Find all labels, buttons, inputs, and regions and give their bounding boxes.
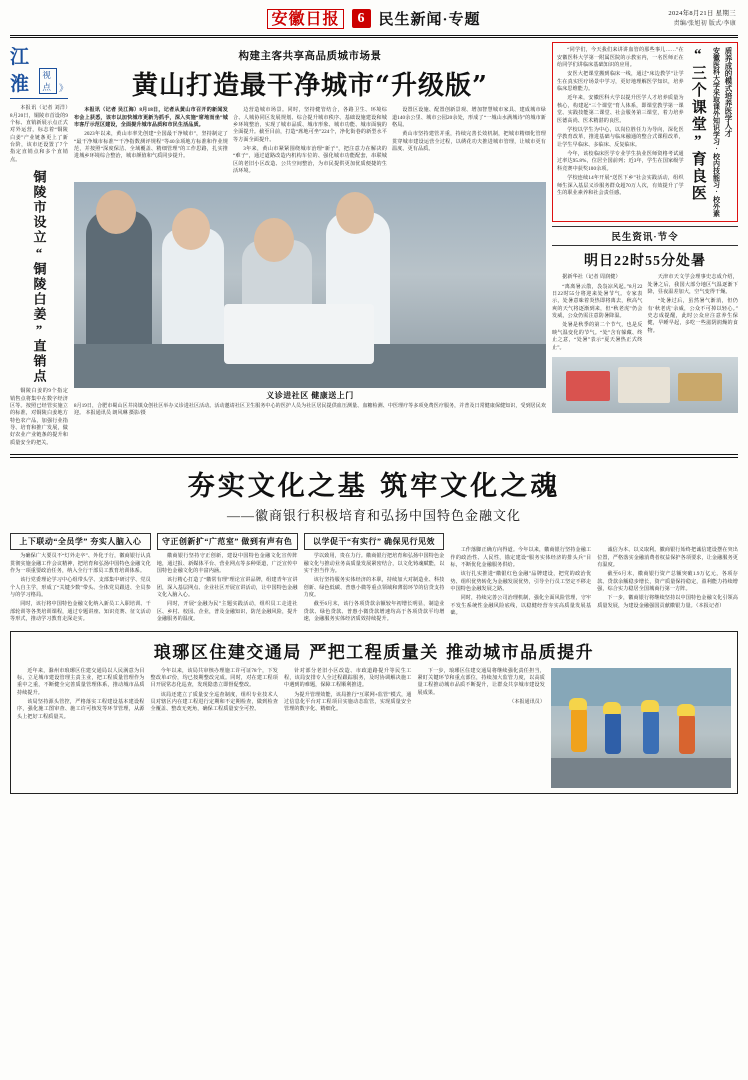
feature-c4-p1: 工作落脚正确方向得道。今年以来，徽商银行坚持金融工作的政治性、人民性，锚定建设“服务实体经济的排头兵”目标，不断优化金融服务供给。 xyxy=(450,547,592,568)
lead-para-2: 2023年以来，黄山市率先创建“全国最干净城市”，坚持制定了“最干净城市标准”“干净指数测评规程”等40余项地方标准和作业规范，并按照“深度保洁、全域覆盖、精细管理”的工作思路，扎实推进城乡环境综合整治，城市颜值和气质同步提升。 xyxy=(74,131,228,160)
feature-col1-text xyxy=(10,553,151,623)
red-para-4: 学校以学生为中心，以岗位胜任力为导向，深化医学教育改革，推进基础与临床融通的整合式课程改革，让学生早临床、多临床、反复临床。 xyxy=(557,126,684,148)
feature-col4-text xyxy=(450,547,591,617)
section-divider-1 xyxy=(10,454,738,458)
feature-subheading-1: 上下联动“全员学” 夯实人脑入心 xyxy=(10,533,151,550)
bottom-c3-p1: 针对部分老旧小区改造、市政道路提升等民生工程，该局安排专人全过程跟踪服务，及时协调解决施工中遇到的难题，保障工程顺利推进。 xyxy=(284,667,412,689)
publication-date: 2024年8月21日 星期三 xyxy=(668,10,736,17)
red-story-kicker: 质养成的模式培养医学人才 xyxy=(724,47,733,138)
red-story-subtitle: 安徽医科大学采取课外知识学习·校内技能习·校外素 xyxy=(712,47,721,218)
feature-c1-p3: 同时，该行将中国特色金融文化纳入新员工入职培训、干部轮训等各类培训课程，通过专题讲座、知识竞赛、征文活动等形式，推动学习教育走深走实。 xyxy=(10,601,151,623)
livelihood-para-1: “离离暑云散，袅袅凉风起。”8月22日22时55分将迎来处暑节气。专家表示，处暑意味着炎热即将离去，秋高气爽的天气将逐渐到来，但“秋老虎”仍会发威，公众仍需注意防暑降温。 xyxy=(552,283,643,320)
red-story-vertical-titles xyxy=(688,47,733,217)
red-story-text xyxy=(557,47,684,197)
red-story-main-title: “三个课堂”育良医 xyxy=(689,47,706,203)
masthead-rule xyxy=(10,35,738,36)
lead-columns xyxy=(74,107,546,177)
jianghuai-subtitle: 视点 xyxy=(39,68,57,94)
feature-subheading-3: 以学促干“有实行” 确保见行见效 xyxy=(304,533,445,550)
feature-c5-p1: 诚信为本、以义取利。徽商银行始终把诚信建设摆在突出位置，严格落实金融消费者权益保护各项要求，让金融服务更有温度。 xyxy=(597,547,738,568)
feature-col5-text xyxy=(597,547,738,610)
feature-c2-p1: 徽商银行坚持守正创新，建设中国特色金融文化宣传阵地，通过报、新媒体平台、营业网点等多种渠道，广泛宣传中国特色金融文化的丰富内涵。 xyxy=(156,553,298,574)
lead-column-1 xyxy=(74,107,228,177)
lead-story xyxy=(74,42,546,449)
feature-c2-p3: 同时，开展“金融为民”主题实践活动，组织员工走进社区、乡村、校园、企业，普及金融知识，防范金融风险，提升金融服务的温度。 xyxy=(156,601,298,623)
red-para-6: 学校连续14年开展“送医下乡”社会实践活动，组织师生深入基层义诊服务群众超70万人次，有效提升了学生的职业素养和社会责任感。 xyxy=(557,175,684,196)
feature-c2-p2: 该行精心打造了“徽常有理”理论宣讲品牌，组建青年宣讲团，深入基层网点、企业社区开展宣讲活动，让中国特色金融文化入脑入心。 xyxy=(156,577,298,599)
livelihood-column-2 xyxy=(648,274,739,354)
bottom-c2-p1: 今年以来，该局共审核办理施工许可证78个，下发整改单47份，均已按期整改完成。同时，对在建工程项目开展常态化巡查，发现隐患立即督促整改。 xyxy=(150,667,278,689)
sidebar-paragraph-1: 本报讯（记者 刘洋）8月20日，铜陵市首设的9个标、直销新展示点正式对外运营，标志着“铜陵白姜”产业链条更上了新台阶，该市还设置了7个指定直销点和多个直销点。 xyxy=(10,105,68,163)
livelihood-byline: 据新华社（记者 周润健） xyxy=(562,274,621,281)
lead-kicker: 构建主客共享高品质城市场景 xyxy=(238,51,382,63)
feature-c3-p1: 学以致用，贵在力行。徽商银行把培育和弘扬中国特色金融文化与推动业务高质量发展紧密结合，以文化铸魂赋能，以实干担当作为。 xyxy=(303,553,445,574)
feature-column-2 xyxy=(157,530,298,625)
sidebar-vertical-title-wrap xyxy=(10,166,68,388)
section-title: 民生新闻·专题 xyxy=(378,12,481,28)
lead-photo-note: 8月19日，合肥市蜀山区井岗镇众创社区举办义诊进社区活动。活动邀请社区卫生服务中心的医护人员为社区居民提供血压测量、血糖检测、中医理疗等多项免费医疗服务，并普及日常健康保健知识，受到居民欢迎。 本报通讯员 朗风琳 摄影/摄 xyxy=(74,403,546,416)
feature-title: 夯实文化之基 筑牢文化之魂 xyxy=(187,471,561,503)
livelihood-title: 明日22时55分处暑 xyxy=(584,254,706,270)
red-story-body xyxy=(557,47,684,217)
page-number: 6 xyxy=(352,9,371,28)
red-para-2: 安医大把课堂搬到临床一线，通过“床边教学”让学生在真实医疗场景中学习，更好地理解医学知识，培养临床思维能力。 xyxy=(557,71,684,93)
bottom-column-4 xyxy=(418,668,546,788)
lead-headline: 黄山打造最干净城市“升级版” xyxy=(132,71,488,102)
sidebar-text-block-2 xyxy=(10,388,68,447)
livelihood-photo xyxy=(552,357,738,413)
red-para-3: 近年来，安徽医科大学以提升医学人才培养质量为核心，构建起“三个课堂”育人体系，即课堂教学第一课堂、实践技能第二课堂、社会服务第三课堂，着力培养医德高尚、医术精湛的良医。 xyxy=(557,95,684,124)
lead-column-2 xyxy=(233,107,387,177)
chevron-right-icon: 》 xyxy=(58,83,68,94)
feature-c4-p2: 该行扎实推进“徽银红色金融”品牌建设，把党的政治优势、组织优势转化为金融发展优势，引导全行员工坚定不移走中国特色金融发展之路。 xyxy=(450,571,592,593)
bottom-c3-p2: 为提升管理效能，该局推行“互联网+监管”模式，通过信息化平台对工程项目实施动态监管，实现质量安全管理的数字化、精细化。 xyxy=(284,691,412,713)
feature-c4-p3: 同时，持续完善公司治理机制，强化全面风险管理，守牢不发生系统性金融风险底线，以稳健经营夯实高质量发展基础。 xyxy=(450,595,592,617)
feature-c5-p3: 下一步，徽商银行将继续坚持以中国特色金融文化引领高质量发展，为建设金融强国贡献徽银力量。（本报记者） xyxy=(597,595,738,609)
feature-column-1 xyxy=(10,530,151,625)
feature-c3-p2: 该行坚持服务实体经济的本职，持续加大对制造业、科技创新、绿色低碳、普惠小微等重点领域和薄弱环节的信贷支持力度。 xyxy=(303,577,445,599)
bottom-column-1 xyxy=(17,668,145,788)
feature-c5-p2: 截至6月末，徽商银行资产总额突破1.9万亿元，各项存款、贷款余额稳步增长，资产质量保持稳定，盈利能力持续增强，综合实力稳居全国城商行第一方阵。 xyxy=(597,571,738,593)
livelihood-columns xyxy=(552,274,738,354)
feature-c1-p1: 为确保广大要员不“灯外走卒”、外化于行，徽商银行认真贯彻实施金融工作会议精神，把培育和弘扬中国特色金融文化作为一项重要政治任务，纳入全行干部员工教育培训体系。 xyxy=(10,553,151,574)
lead-para-3: 边营造城市场景。同时，坚持健管结合，各路卫生、环境综合、人城协同区发展规划、综合提升城市秩序、基础设施建设和城乡环境整治，实现了城市品质、城市形象、城市功能、城市面貌的全面提升。截至目前，打造“席地可坐”224个，净化街巷的新型水平等方面全面提升。 xyxy=(233,107,387,143)
bottom-story xyxy=(10,631,738,794)
bottom-columns xyxy=(17,668,731,788)
paper-name: 安徽日报 xyxy=(267,9,343,29)
editor-line: 责编/张旭初 版式/李康 xyxy=(673,21,736,27)
sidebar-text-block-1 xyxy=(10,105,68,164)
feature-column-3 xyxy=(304,530,445,625)
feature-column-4 xyxy=(450,530,591,625)
lead-photo-caption: 义诊进社区 健康送上门 xyxy=(266,390,354,400)
bottom-c1-p2: 该局坚持源头管控，严格落实工程建设基本建设程序，强化施工图审查、施工许可核发等环节管理，从源头上把好工程质量关。 xyxy=(17,699,145,720)
sidebar-paragraph-2: 铜陵白姜的9个指定销售点将集中在数字经济区等。按照已经管实施立的标准，对铜陵白姜地方特色农产品，加强行业指导、培育和推广发展，做好农业产业链条的提升和质量安全的把关。 xyxy=(10,388,68,446)
red-feature-story xyxy=(552,42,738,222)
masthead-rule-thin xyxy=(10,37,738,38)
jianghuai-title: 江淮 xyxy=(10,46,31,96)
bottom-photo xyxy=(551,668,731,788)
right-column xyxy=(552,42,738,449)
bottom-column-2 xyxy=(151,668,279,788)
feature-c1-p2: 该行党委理论学习中心组带头学、支部集中研讨学、党员个人自主学，形成了“关键少数”带头、全体党员跟进、全员参与的学习格局。 xyxy=(10,577,151,599)
masthead xyxy=(10,6,738,32)
feature-column-5 xyxy=(597,530,738,625)
bottom-c4-signature: （本报通讯员） xyxy=(509,700,545,706)
livelihood-para-2: 处暑是秋季的第二个节气，也是反映气温变化的节气。“处”含有躲藏、终止之意，“处暑”表示“夏天暑热正式终止”。 xyxy=(552,322,643,351)
livelihood-column-1 xyxy=(552,274,643,354)
paper-logo xyxy=(267,9,343,29)
feature-col3-text xyxy=(304,553,445,623)
lead-photo xyxy=(74,182,546,388)
red-para-1: “同学们，今天我们来讲讲血管的那些事儿……”在安徽医科大学第一附属医院的示教室内，一名医师正在给同学们讲临床基础知识的应用。 xyxy=(557,47,684,68)
jianghuai-badge xyxy=(10,42,68,99)
feature-subheading-2: 守正创新扩“广范室” 做到有声有色 xyxy=(157,533,298,550)
livelihood-para-3: 天津市天文学会理事史志成介绍，处暑之后，我国大部分地区气温逐渐下降，昼夜温差加大，空气变得干燥。 xyxy=(647,274,738,295)
top-band xyxy=(10,42,738,449)
lead-para-5: 设置区设施、配置创新景观、增加智慧城市家具、建成城市绿道140余公里、城市公园20余处，形成了“一城山水满城诗”的城市新格局。 xyxy=(392,107,546,128)
lead-para-6: 黄山市坚持建管并重，持续完善长效机制，把城市精细化管理贯穿城市建设运营全过程，以绣花功夫推进城市管理，让城市更有温度、更有品质。 xyxy=(392,131,546,153)
feature-subtitle: ——徽商银行积极培育和弘扬中国特色金融文化 xyxy=(226,508,521,524)
lead-column-3 xyxy=(392,107,546,177)
feature-c3-p3: 截至6月末，该行各项贷款余额较年初增长明显，制造业贷款、绿色贷款、普惠小微贷款增速均高于各项贷款平均增速，金融服务实体经济质效持续提升。 xyxy=(303,601,445,623)
lead-photo-content xyxy=(74,182,546,388)
left-sidebar xyxy=(10,42,68,449)
bottom-title: 琅琊区住建交通局 严把工程质量关 推动城市品质提升 xyxy=(153,642,595,663)
livelihood-para-4: “处暑过后，虽然暑气渐消，但仍有‘秋老虎’余威，公众不可掉以轻心。”史志成提醒，此时公众应注意养生保健，早睡早起，多吃一些滋阴润燥的食物。 xyxy=(647,298,738,334)
bottom-c2-p2: 该局还建立了质量安全巡查制度，组织专业技术人员对辖区内在建工程进行定期和不定期检查，做到检查全覆盖、整改无死角，确保工程质量安全可控。 xyxy=(150,691,278,713)
bottom-column-3 xyxy=(284,668,412,788)
lead-para-4: 3年来，黄山市紧紧围绕城市治理“新子”，把注意力在解决的“难子”，通过道路改造内机构车位的、强化城市功能配套，串联城区的老旧小区改造、公共空间整治，为市民提供更加优质便捷的生活环境。 xyxy=(233,146,387,175)
livelihood-header: 民生资讯·节令 xyxy=(552,226,738,246)
bottom-c1-p1: 近年来，滁州市琅琊区住建交通局以人民满意为目标，立足城市建设管理主责主业，把工程质量管理作为重中之重，不断健全完善质量管理体系，推动城市品质持续提升。 xyxy=(17,667,145,696)
red-para-5: 今年，该校临床医学专业学生执业医师资格考试通过率达95.8%，位居全国前列；近3年，学生在国家级学科竞赛中获奖100余项。 xyxy=(557,151,684,172)
sidebar-vertical-title: 铜陵市设立“铜陵白姜”直销点 xyxy=(31,170,47,385)
feature-col2-text xyxy=(157,553,298,623)
bottom-c4-p1: 下一步，琅琊区住建交通局将继续强化责任担当，紧盯关键环节和重点部位，持续加大监管力度，以高质量工程推动城市品质不断提升，让群众共享城市建设发展成果。 xyxy=(417,667,545,696)
lead-para-1: 本报讯（记者 吴江海）8月18日，记者从黄山市召开的新闻发布会上获悉，该市以加快城市更新为抓手，深入实施“席地而坐”城市客厅示范区建设，全面提升城市品质和市民生活品质。 xyxy=(74,107,228,128)
feature-story xyxy=(10,464,738,625)
feature-columns xyxy=(10,530,738,625)
